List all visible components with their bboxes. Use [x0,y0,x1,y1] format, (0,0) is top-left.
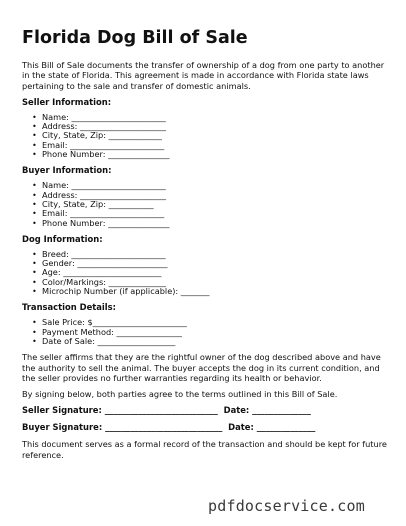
document-title: Florida Dog Bill of Sale [22,28,248,48]
affirmation-paragraph: The seller affirms that they are the rightful owner of the dog described above and have the authority to sell the animal. The buyer accepts the dog in its current condition, and the seller provides no further warranties regarding its health or behavior. [22,352,381,383]
dog-gender-field: • Gender: ______________________ [22,259,394,268]
buyer-email-field: • Email: _______________________ [22,209,394,218]
seller-email-field: • Email: _______________________ [22,141,394,150]
seller-info-list [22,113,394,159]
dog-color-field: • Color/Markings: ______________ [22,278,394,287]
seller-signature-line: Seller Signature: ___________________________ Date: ______________ [22,405,311,416]
agreement-paragraph: By signing below, both parties agree to the terms outlined in this Bill of Sale. [22,389,338,400]
buyer-signature-line: Buyer Signature: ____________________________ Date: ______________ [22,422,316,433]
seller-address-field: • Address: _____________________ [22,122,394,131]
intro-paragraph: This Bill of Sale documents the transfer of ownership of a dog from one party to another in the state of Florida. This agreement is made in accordance with Florida state laws pertaining to the sale and transfer of domestic animals. [22,60,385,91]
footer-note: This document serves as a formal record of the transaction and should be kept for future reference. [22,439,387,460]
dog-info-list [22,250,394,296]
buyer-heading: Buyer Information: [22,165,112,176]
buyer-city-field: • City, State, Zip: ___________ [22,200,394,209]
buyer-phone-field: • Phone Number: _______________ [22,219,394,228]
transaction-heading: Transaction Details: [22,302,117,313]
seller-name-field: • Name: _______________________ [22,113,394,122]
buyer-name-field: • Name: _______________________ [22,181,394,190]
sale-date-field: • Date of Sale: ___________________ [22,337,394,346]
buyer-info-list [22,181,394,227]
seller-phone-field: • Phone Number: _______________ [22,150,394,159]
payment-method-field: • Payment Method: ________________ [22,328,394,337]
dog-heading: Dog Information: [22,233,103,244]
document-page [22,28,394,460]
watermark-text: pdfdocservice.com [208,497,365,515]
seller-heading: Seller Information: [22,96,112,107]
sale-price-field: • Sale Price: $_______________________ [22,318,394,327]
dog-breed-field: • Breed: _______________________ [22,250,394,259]
buyer-address-field: • Address: _____________________ [22,191,394,200]
dog-microchip-field: • Microchip Number (if applicable): _______ [22,287,394,296]
seller-city-field: • City, State, Zip: _____________ [22,131,394,140]
dog-age-field: • Age: ________________________ [22,268,394,277]
transaction-info-list [22,318,394,346]
